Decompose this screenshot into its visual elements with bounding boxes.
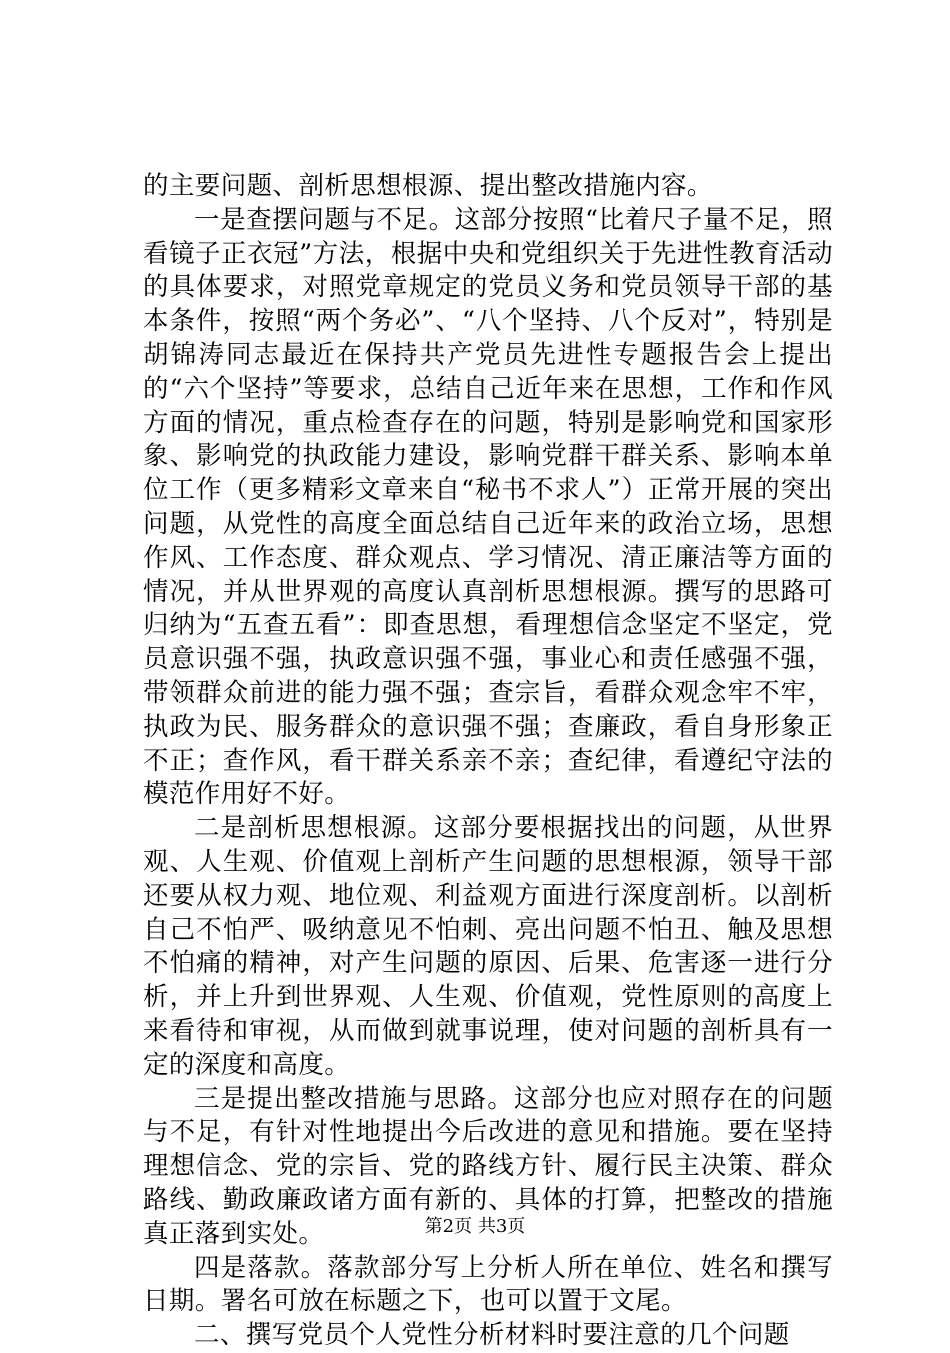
paragraph-signature: 四是落款。落款部分写上分析人所在单位、姓名和撰写日期。署名可放在标题之下，也可以置于文尾。 [143, 1252, 833, 1317]
paragraph-analyze-roots: 二是剖析思想根源。这部分要根据找出的问题，从世界观、人生观、价值观上剖析产生问题的思想根源，领导干部还要从权力观、地位观、利益观方面进行深度剖析。以剖析自己不怕严、吸纳意见不怕刺、亮出问题不怕丑、触及思想不怕痛的精神，对产生问题的原因、后果、危害逐一进行分析，并上升到世界观、人生观、价值观，党性原则的高度上来看待和审视，从而做到就事说理，使对问题的剖析具有一定的深度和高度。 [143, 813, 833, 1080]
section-heading: 二、撰写党员个人党性分析材料时要注意的几个问题 [194, 1320, 790, 1351]
paragraph-check-problems: 一是查摆问题与不足。这部分按照“比着尺子量不足，照看镜子正衣冠”方法，根据中央和党组织关于先进性教育活动的具体要求，对照党章规定的党员义务和党员领导干部的基本条件，按照“两个务必”、“八个坚持、八个反对”，特别是胡锦涛同志最近在保持共产党员先进性专题报告会上提出的“六个坚持”等要求，总结自己近年来在思想，工作和作风方面的情况，重点检查存在的问题，特别是影响党和国家形象、影响党的执政能力建设，影响党群干群关系、影响本单位工作（更多精彩文章来自“秘书不求人”）正常开展的突出问题，从党性的高度全面总结自己近年来的政治立场，思想作风、工作态度、群众观点、学习情况、清正廉洁等方面的情况，并从世界观的高度认真剖析思想根源。撰写的思路可归纳为“五查五看”：即查思想，看理想信念坚定不坚定，党员意识强不强，执政意识强不强，事业心和责任感强不强，带领群众前进的能力强不强；查宗旨，看群众观念牢不牢，执政为民、服务群众的意识强不强；查廉政，看自身形象正不正；查作风，看干群关系亲不亲；查纪律，看遵纪守法的模范作用好不好。 [143, 204, 833, 810]
paragraph-continuation: 的主要问题、剖析思想根源、提出整改措施内容。 [143, 171, 713, 201]
paragraph-rectification-measures: 三是提出整改措施与思路。这部分也应对照存在的问题与不足，有针对性地提出今后改进的意见和措施。要在坚持理想信念、党的宗旨、党的路线方针、履行民主决策、群众路线、勤政廉政诸方面有新的、具体的打算，把整改的措施真正落到实处。 [143, 1083, 833, 1249]
page-number-footer: 第2页 共3页 [424, 1216, 526, 1237]
document-body [143, 170, 833, 1353]
